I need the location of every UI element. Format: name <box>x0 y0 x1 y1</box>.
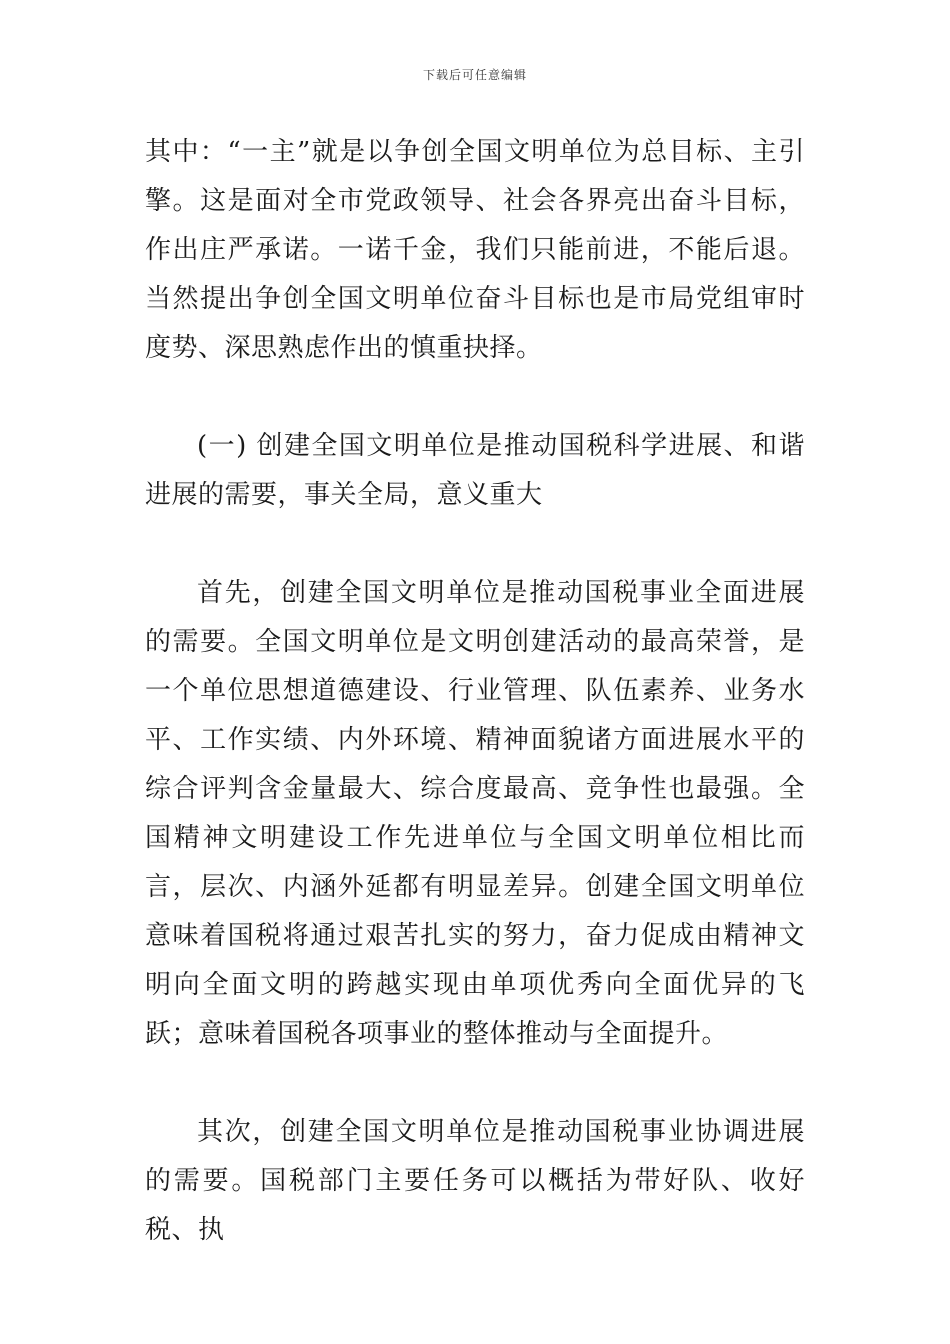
paragraph-second: 其次，创建全国文明单位是推动国税事业协调进展的需要。国税部门主要任务可以概括为带好队、收好税、执 <box>145 1117 805 1245</box>
section-heading: (一) 创建全国文明单位是推动国税科学进展、和谐进展的需要，事关全局，意义重大 <box>145 431 805 510</box>
document-body <box>145 128 805 1255</box>
page-header: 下载后可任意编辑 <box>422 68 527 82</box>
paragraph-intro: 其中：“一主”就是以争创全国文明单位为总目标、主引擎。这是面对全市党政领导、社会各界亮出奋斗目标，作出庄严承诺。一诺千金，我们只能前进，不能后退。当然提出争创全国文明单位奋斗目标也是市局党组审时度势、深思熟虑作出的慎重抉择。 <box>145 137 805 363</box>
paragraph-first: 首先，创建全国文明单位是推动国税事业全面进展的需要。全国文明单位是文明创建活动的最高荣誉，是一个单位思想道德建设、行业管理、队伍素养、业务水平、工作实绩、内外环境、精神面貌诸方面进展水平的综合评判含金量最大、综合度最高、竞争性也最强。全国精神文明建设工作先进单位与全国文明单位相比而言，层次、内涵外延都有明显差异。创建全国文明单位意味着国税将通过艰苦扎实的努力，奋力促成由精神文明向全面文明的跨越实现由单项优秀向全面优异的飞跃；意味着国税各项事业的整体推动与全面提升。 <box>145 578 805 1049</box>
